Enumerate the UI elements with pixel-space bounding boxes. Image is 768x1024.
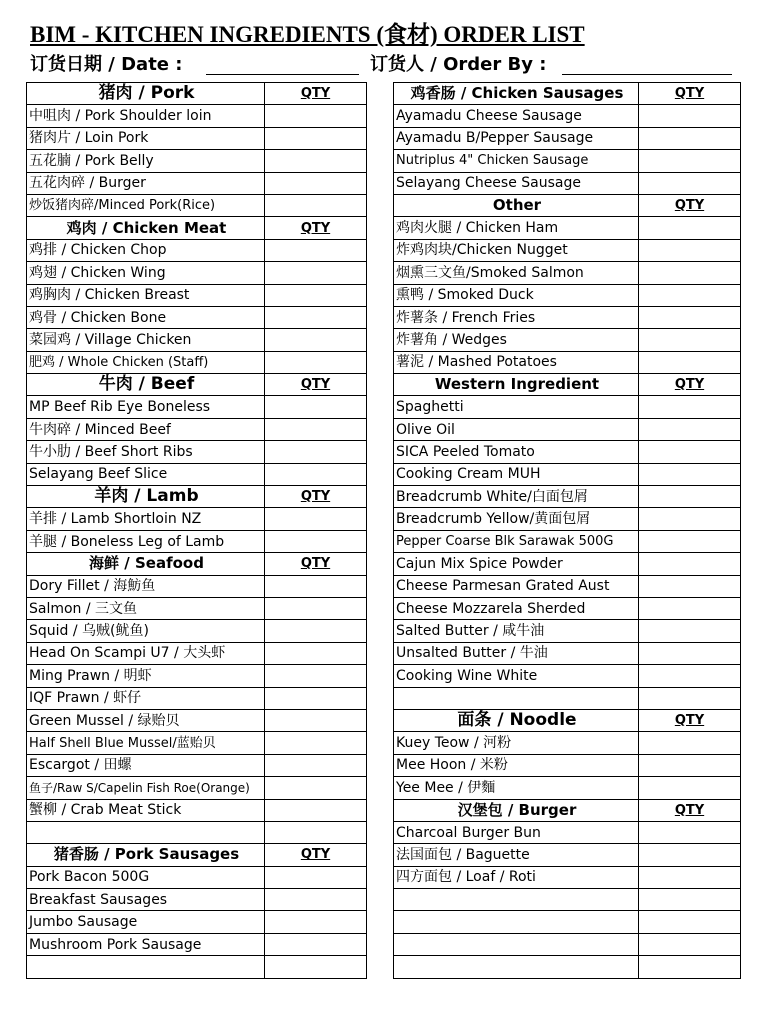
blank-row: [27, 821, 367, 843]
qty-cell[interactable]: [265, 306, 367, 328]
item-row: [394, 486, 741, 508]
item-name: Half Shell Blue Mussel/蓝贻贝: [27, 732, 265, 754]
item-name: 鸡排 / Chicken Chop: [27, 239, 265, 261]
item-row: [394, 777, 741, 799]
qty-cell[interactable]: [265, 463, 367, 485]
qty-column-header: QTY: [639, 799, 741, 821]
item-name: Unsalted Butter / 牛油: [394, 642, 639, 664]
item-name: Salted Butter / 咸牛油: [394, 620, 639, 642]
item-row: [394, 866, 741, 888]
blank-row: [394, 687, 741, 709]
qty-cell[interactable]: [639, 777, 741, 799]
item-name: 炸鸡肉块/Chicken Nugget: [394, 239, 639, 261]
section-title: 鸡香肠 / Chicken Sausages: [394, 83, 639, 105]
item-row: [394, 127, 741, 149]
section-header-seafood: [27, 553, 367, 575]
qty-column-header: QTY: [265, 83, 367, 105]
item-name: Nutriplus 4" Chicken Sausage: [394, 150, 639, 172]
section-header-other: [394, 194, 741, 216]
item-name: Cooking Cream MUH: [394, 463, 639, 485]
section-header-noodle: [394, 709, 741, 731]
item-row: [27, 194, 367, 216]
item-row: [27, 933, 367, 955]
item-row: [27, 777, 367, 799]
blank-item-cell: [394, 911, 639, 933]
item-row: [394, 463, 741, 485]
order-header-fields: [30, 50, 740, 80]
section-title: 牛肉 / Beef: [27, 374, 265, 396]
item-row: [394, 844, 741, 866]
item-row: [27, 732, 367, 754]
qty-cell[interactable]: [265, 530, 367, 552]
qty-column-header: QTY: [265, 486, 367, 508]
item-row: [27, 105, 367, 127]
item-row: [394, 217, 741, 239]
qty-column-header: QTY: [265, 217, 367, 239]
qty-cell[interactable]: [265, 262, 367, 284]
qty-cell[interactable]: [639, 665, 741, 687]
section-header-pork: [27, 83, 367, 105]
item-name: 炸薯条 / French Fries: [394, 306, 639, 328]
date-field[interactable]: [206, 74, 359, 75]
item-name: Cheese Mozzarela Sherded: [394, 597, 639, 619]
item-name: 肥鸡 / Whole Chicken (Staff): [27, 351, 265, 373]
qty-cell[interactable]: [265, 172, 367, 194]
section-header-pork-sausages: [27, 844, 367, 866]
item-row: [394, 418, 741, 440]
blank-item-cell: [394, 956, 639, 978]
item-name: Olive Oil: [394, 418, 639, 440]
qty-cell[interactable]: [265, 329, 367, 351]
qty-cell[interactable]: [639, 732, 741, 754]
qty-cell[interactable]: [265, 508, 367, 530]
item-row: [27, 239, 367, 261]
item-name: Green Mussel / 绿贻贝: [27, 709, 265, 731]
order-by-field[interactable]: [562, 74, 732, 75]
item-row: [394, 732, 741, 754]
item-row: [27, 575, 367, 597]
qty-cell[interactable]: [639, 933, 741, 955]
item-row: [394, 821, 741, 843]
item-row: [394, 172, 741, 194]
section-header-burger: [394, 799, 741, 821]
item-name: 鸡骨 / Chicken Bone: [27, 306, 265, 328]
qty-cell[interactable]: [265, 575, 367, 597]
item-row: [27, 418, 367, 440]
qty-cell[interactable]: [265, 889, 367, 911]
qty-column-header: QTY: [639, 194, 741, 216]
item-name: 五花腩 / Pork Belly: [27, 150, 265, 172]
item-name: 牛肉碎 / Minced Beef: [27, 418, 265, 440]
item-row: [27, 889, 367, 911]
item-name: 鱼子/Raw S/Capelin Fish Roe(Orange): [27, 777, 265, 799]
qty-cell[interactable]: [265, 754, 367, 776]
page-title: BIM - KITCHEN INGREDIENTS (食材) ORDER LIST: [30, 22, 585, 47]
item-row: [27, 620, 367, 642]
right-order-table: [393, 82, 741, 979]
qty-cell[interactable]: [639, 508, 741, 530]
section-title: Other: [394, 194, 639, 216]
item-row: [394, 441, 741, 463]
qty-cell[interactable]: [639, 463, 741, 485]
item-name: 炸薯角 / Wedges: [394, 329, 639, 351]
qty-cell[interactable]: [639, 844, 741, 866]
blank-row: [394, 889, 741, 911]
qty-cell[interactable]: [265, 732, 367, 754]
item-name: 蟹柳 / Crab Meat Stick: [27, 799, 265, 821]
section-header-lamb: [27, 486, 367, 508]
qty-cell[interactable]: [639, 687, 741, 709]
blank-item-cell: [394, 933, 639, 955]
section-title: 猪香肠 / Pork Sausages: [27, 844, 265, 866]
item-row: [394, 284, 741, 306]
qty-cell[interactable]: [265, 911, 367, 933]
order-by-label: 订货人 / Order By :: [370, 54, 547, 75]
item-name: 牛小肋 / Beef Short Ribs: [27, 441, 265, 463]
item-row: [394, 553, 741, 575]
qty-cell[interactable]: [265, 150, 367, 172]
item-row: [27, 799, 367, 821]
item-name: Breakfast Sausages: [27, 889, 265, 911]
qty-cell[interactable]: [639, 821, 741, 843]
qty-cell[interactable]: [265, 821, 367, 843]
item-row: [394, 665, 741, 687]
qty-cell[interactable]: [265, 396, 367, 418]
item-row: [394, 351, 741, 373]
qty-column-header: QTY: [639, 374, 741, 396]
qty-column-header: QTY: [639, 709, 741, 731]
qty-cell[interactable]: [265, 642, 367, 664]
qty-cell[interactable]: [639, 620, 741, 642]
qty-cell[interactable]: [639, 150, 741, 172]
section-title: 羊肉 / Lamb: [27, 486, 265, 508]
item-name: Ming Prawn / 明虾: [27, 665, 265, 687]
item-row: [27, 127, 367, 149]
section-header-western-ingredient: [394, 374, 741, 396]
item-name: Ayamadu B/Pepper Sausage: [394, 127, 639, 149]
qty-cell[interactable]: [639, 217, 741, 239]
item-name: Yee Mee / 伊麵: [394, 777, 639, 799]
item-name: SICA Peeled Tomato: [394, 441, 639, 463]
item-row: [394, 620, 741, 642]
item-row: [27, 172, 367, 194]
section-header-chicken-sausages: [394, 83, 741, 105]
item-row: [27, 150, 367, 172]
qty-cell[interactable]: [265, 777, 367, 799]
item-name: 法国面包 / Baguette: [394, 844, 639, 866]
item-name: 菜园鸡 / Village Chicken: [27, 329, 265, 351]
qty-cell[interactable]: [639, 889, 741, 911]
item-name: Jumbo Sausage: [27, 911, 265, 933]
qty-cell[interactable]: [265, 665, 367, 687]
item-name: 熏鸭 / Smoked Duck: [394, 284, 639, 306]
item-name: 鸡翅 / Chicken Wing: [27, 262, 265, 284]
item-name: Pepper Coarse Blk Sarawak 500G: [394, 530, 639, 552]
blank-item-cell: [27, 821, 265, 843]
item-name: Spaghetti: [394, 396, 639, 418]
qty-cell[interactable]: [639, 172, 741, 194]
item-name: Breadcrumb White/白面包屑: [394, 486, 639, 508]
item-name: Dory Fillet / 海魴鱼: [27, 575, 265, 597]
section-header-beef: [27, 374, 367, 396]
item-name: Cooking Wine White: [394, 665, 639, 687]
blank-item-cell: [27, 956, 265, 978]
item-row: [27, 911, 367, 933]
item-name: 烟熏三文鱼/Smoked Salmon: [394, 262, 639, 284]
item-name: 四方面包 / Loaf / Roti: [394, 866, 639, 888]
date-label: 订货日期 / Date :: [30, 54, 183, 75]
qty-cell[interactable]: [639, 486, 741, 508]
item-name: Salmon / 三文鱼: [27, 597, 265, 619]
item-name: Cajun Mix Spice Powder: [394, 553, 639, 575]
qty-cell[interactable]: [265, 799, 367, 821]
section-title: 鸡肉 / Chicken Meat: [27, 217, 265, 239]
item-row: [394, 306, 741, 328]
item-name: Breadcrumb Yellow/黄面包屑: [394, 508, 639, 530]
item-row: [27, 306, 367, 328]
item-row: [394, 262, 741, 284]
item-name: 猪肉片 / Loin Pork: [27, 127, 265, 149]
item-row: [27, 642, 367, 664]
qty-cell[interactable]: [265, 866, 367, 888]
item-name: Mee Hoon / 米粉: [394, 754, 639, 776]
qty-cell[interactable]: [639, 418, 741, 440]
qty-cell[interactable]: [639, 127, 741, 149]
qty-cell[interactable]: [639, 866, 741, 888]
qty-cell[interactable]: [639, 105, 741, 127]
blank-item-cell: [394, 889, 639, 911]
section-header-chicken-meat: [27, 217, 367, 239]
item-name: Mushroom Pork Sausage: [27, 933, 265, 955]
item-name: Pork Bacon 500G: [27, 866, 265, 888]
item-row: [27, 396, 367, 418]
qty-cell[interactable]: [639, 306, 741, 328]
section-title: 汉堡包 / Burger: [394, 799, 639, 821]
qty-cell[interactable]: [639, 575, 741, 597]
qty-cell[interactable]: [265, 709, 367, 731]
item-row: [27, 441, 367, 463]
qty-column-header: QTY: [265, 844, 367, 866]
item-name: IQF Prawn / 虾仔: [27, 687, 265, 709]
item-name: Charcoal Burger Bun: [394, 821, 639, 843]
item-row: [394, 575, 741, 597]
item-name: 薯泥 / Mashed Potatoes: [394, 351, 639, 373]
item-name: Head On Scampi U7 / 大头虾: [27, 642, 265, 664]
item-name: 五花肉碎 / Burger: [27, 172, 265, 194]
qty-cell[interactable]: [265, 351, 367, 373]
item-row: [394, 530, 741, 552]
qty-cell[interactable]: [265, 284, 367, 306]
qty-cell[interactable]: [639, 754, 741, 776]
qty-cell[interactable]: [639, 911, 741, 933]
qty-cell[interactable]: [265, 956, 367, 978]
qty-cell[interactable]: [639, 284, 741, 306]
qty-cell[interactable]: [265, 441, 367, 463]
item-row: [27, 687, 367, 709]
item-row: [27, 284, 367, 306]
qty-cell[interactable]: [265, 687, 367, 709]
item-row: [394, 105, 741, 127]
item-row: [27, 530, 367, 552]
section-title: Western Ingredient: [394, 374, 639, 396]
item-name: Kuey Teow / 河粉: [394, 732, 639, 754]
qty-cell[interactable]: [639, 597, 741, 619]
section-title: 海鲜 / Seafood: [27, 553, 265, 575]
item-name: 羊腿 / Boneless Leg of Lamb: [27, 530, 265, 552]
item-row: [394, 508, 741, 530]
qty-cell[interactable]: [639, 239, 741, 261]
item-name: Selayang Cheese Sausage: [394, 172, 639, 194]
item-row: [27, 754, 367, 776]
qty-cell[interactable]: [265, 239, 367, 261]
blank-row: [27, 956, 367, 978]
item-name: 羊排 / Lamb Shortloin NZ: [27, 508, 265, 530]
item-name: Cheese Parmesan Grated Aust: [394, 575, 639, 597]
qty-cell[interactable]: [639, 553, 741, 575]
item-row: [394, 642, 741, 664]
qty-cell[interactable]: [639, 262, 741, 284]
qty-cell[interactable]: [265, 194, 367, 216]
qty-cell[interactable]: [265, 418, 367, 440]
item-row: [27, 866, 367, 888]
item-name: MP Beef Rib Eye Boneless: [27, 396, 265, 418]
qty-cell[interactable]: [265, 597, 367, 619]
qty-cell[interactable]: [639, 642, 741, 664]
item-row: [394, 239, 741, 261]
item-row: [394, 150, 741, 172]
item-row: [27, 597, 367, 619]
item-row: [27, 329, 367, 351]
qty-cell[interactable]: [265, 620, 367, 642]
section-title: 猪肉 / Pork: [27, 83, 265, 105]
qty-cell[interactable]: [639, 329, 741, 351]
item-row: [27, 351, 367, 373]
item-row: [394, 396, 741, 418]
item-row: [27, 709, 367, 731]
qty-cell[interactable]: [265, 127, 367, 149]
item-row: [27, 665, 367, 687]
item-row: [27, 508, 367, 530]
qty-cell[interactable]: [265, 105, 367, 127]
qty-cell[interactable]: [639, 396, 741, 418]
blank-row: [394, 911, 741, 933]
item-name: Selayang Beef Slice: [27, 463, 265, 485]
item-row: [394, 597, 741, 619]
blank-item-cell: [394, 687, 639, 709]
qty-column-header: QTY: [265, 553, 367, 575]
qty-cell[interactable]: [639, 441, 741, 463]
item-row: [27, 262, 367, 284]
section-title: 面条 / Noodle: [394, 709, 639, 731]
item-name: Squid / 乌贼(鱿鱼): [27, 620, 265, 642]
blank-row: [394, 956, 741, 978]
qty-cell[interactable]: [639, 351, 741, 373]
blank-row: [394, 933, 741, 955]
item-name: Ayamadu Cheese Sausage: [394, 105, 639, 127]
item-name: Escargot / 田螺: [27, 754, 265, 776]
qty-cell[interactable]: [639, 530, 741, 552]
item-row: [27, 463, 367, 485]
item-name: 中咀肉 / Pork Shoulder loin: [27, 105, 265, 127]
qty-cell[interactable]: [265, 933, 367, 955]
item-name: 鸡胸肉 / Chicken Breast: [27, 284, 265, 306]
qty-column-header: QTY: [265, 374, 367, 396]
item-row: [394, 754, 741, 776]
left-order-table: [26, 82, 367, 979]
item-name: 炒饭猪肉碎/Minced Pork(Rice): [27, 194, 265, 216]
item-row: [394, 329, 741, 351]
qty-cell[interactable]: [639, 956, 741, 978]
qty-column-header: QTY: [639, 83, 741, 105]
item-name: 鸡肉火腿 / Chicken Ham: [394, 217, 639, 239]
